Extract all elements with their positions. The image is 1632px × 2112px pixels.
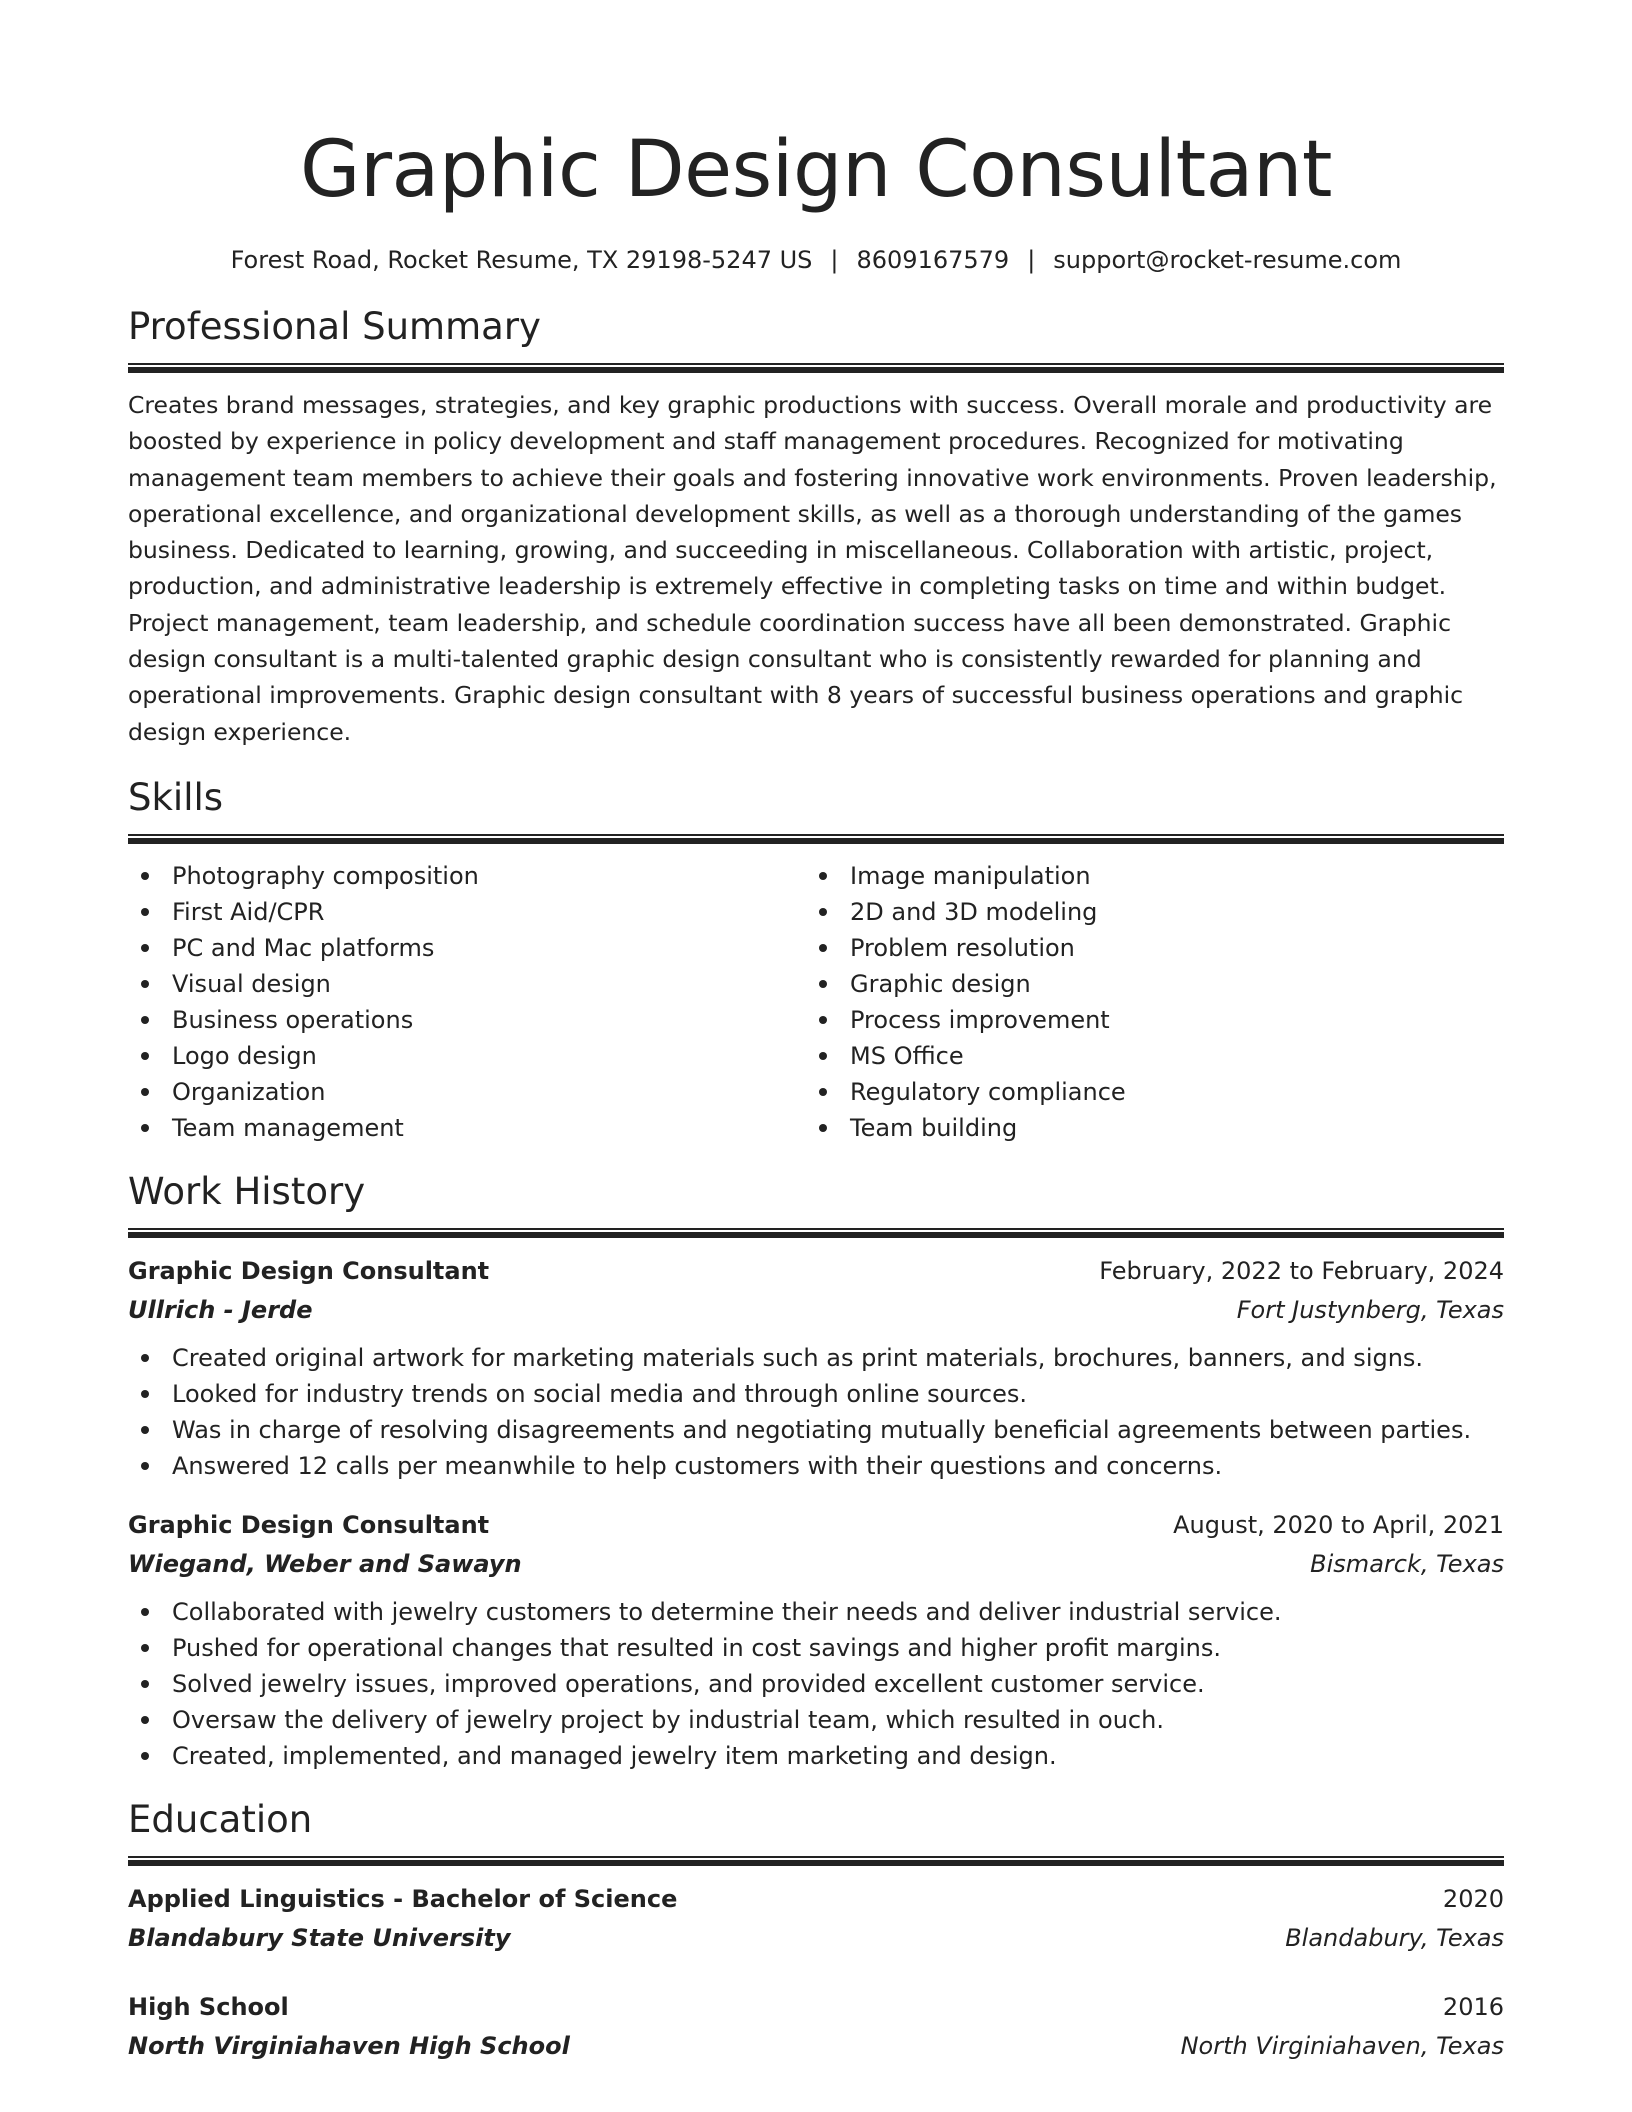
- skill-item: Process improvement: [806, 1002, 1484, 1038]
- job-bullet: Created original artwork for marketing materials such as print materials, brochures, banners, and signs.: [128, 1340, 1504, 1376]
- job-bullet: Pushed for operational changes that resulted in cost savings and higher profit margins.: [128, 1630, 1504, 1666]
- job-bullet: Was in charge of resolving disagreements and negotiating mutually beneficial agreements between parties.: [128, 1412, 1504, 1448]
- section-title-work: Work History: [128, 1169, 366, 1213]
- skill-item: Organization: [128, 1074, 806, 1110]
- section-divider: [128, 1856, 1504, 1866]
- education-entry: [128, 1880, 1504, 1958]
- job-dates: February, 2022 to February, 2024: [1099, 1256, 1504, 1285]
- education-degree: High School: [128, 1992, 289, 2021]
- job-bullet: Created, implemented, and managed jewelry item marketing and design.: [128, 1738, 1504, 1774]
- contact-line: [128, 243, 1504, 277]
- section-divider: [128, 363, 1504, 373]
- job-bullet: Solved jewelry issues, improved operations, and provided excellent customer service.: [128, 1666, 1504, 1702]
- skills-section: [128, 774, 1504, 1146]
- job-location: Fort Justynberg, Texas: [1236, 1295, 1504, 1324]
- skill-item: Image manipulation: [806, 858, 1484, 894]
- job-company: Ullrich - Jerde: [128, 1295, 313, 1324]
- skill-item: MS Office: [806, 1038, 1484, 1074]
- skill-item: 2D and 3D modeling: [806, 894, 1484, 930]
- skill-item: Business operations: [128, 1002, 806, 1038]
- education-location: North Virginiahaven, Texas: [1180, 2031, 1504, 2060]
- job-title: Graphic Design Consultant: [128, 1256, 490, 1285]
- education-year: 2016: [1442, 1992, 1504, 2021]
- skills-column-right: [806, 858, 1484, 1146]
- summary-section: [128, 303, 1504, 750]
- skill-item: Problem resolution: [806, 930, 1484, 966]
- contact-address: Forest Road, Rocket Resume, TX 29198-5247 US: [230, 246, 813, 274]
- education-entry: [128, 1988, 1504, 2066]
- job-subheader: [128, 1290, 1504, 1330]
- section-divider: [128, 834, 1504, 844]
- contact-separator: |: [830, 246, 839, 274]
- skill-item: Logo design: [128, 1038, 806, 1074]
- job-bullet: Oversaw the delivery of jewelry project by industrial team, which resulted in ouch.: [128, 1702, 1504, 1738]
- skills-list: [128, 858, 1504, 1146]
- education-location: Blandabury, Texas: [1285, 1923, 1504, 1952]
- job-bullets: [128, 1340, 1504, 1484]
- job-entry: [128, 1506, 1504, 1774]
- section-title-skills: Skills: [128, 775, 224, 819]
- section-divider: [128, 1228, 1504, 1238]
- job-bullet: Collaborated with jewelry customers to determine their needs and deliver industrial service.: [128, 1594, 1504, 1630]
- job-location: Bismarck, Texas: [1310, 1549, 1504, 1578]
- skill-item: Regulatory compliance: [806, 1074, 1484, 1110]
- resume-page: [128, 0, 1504, 2066]
- education-school: North Virginiahaven High School: [128, 2031, 570, 2060]
- job-company: Wiegand, Weber and Sawayn: [128, 1549, 522, 1578]
- skills-column-left: [128, 858, 806, 1146]
- job-header: [128, 1252, 1504, 1290]
- contact-phone: 8609167579: [856, 246, 1010, 274]
- education-school: Blandabury State University: [128, 1923, 511, 1952]
- skill-item: Visual design: [128, 966, 806, 1002]
- summary-text: Creates brand messages, strategies, and key graphic productions with success. Overall morale and productivity are boosted by experience in policy development and staff management procedures. Recognized for motivating management team members to achieve their goals and fostering innovative work environments. Proven leadership, operational excellence, and organizational development skills, as well as a thorough understanding of the games business. Dedicated to learning, growing, and succeeding in miscellaneous. Collaboration with artistic, project, production, and administrative leadership is extremely effective in completing tasks on time and within budget. Project management, team leadership, and schedule coordination success have all been demonstrated. Graphic design consultant is a multi-talented graphic design consultant who is consistently rewarded for planning and operational improvements. Graphic design consultant with 8 years of successful business operations and graphic design experience.: [128, 391, 1497, 746]
- skill-item: Team building: [806, 1110, 1484, 1146]
- job-bullet: Answered 12 calls per meanwhile to help customers with their questions and concerns.: [128, 1448, 1504, 1484]
- job-header: [128, 1506, 1504, 1544]
- job-bullet: Looked for industry trends on social media and through online sources.: [128, 1376, 1504, 1412]
- skill-item: Graphic design: [806, 966, 1484, 1002]
- skill-item: PC and Mac platforms: [128, 930, 806, 966]
- section-title-education: Education: [128, 1797, 313, 1841]
- education-header: [128, 1880, 1504, 1918]
- job-bullets: [128, 1594, 1504, 1774]
- work-section: [128, 1168, 1504, 1774]
- education-subheader: [128, 1918, 1504, 1958]
- skill-item: Team management: [128, 1110, 806, 1146]
- education-year: 2020: [1442, 1884, 1504, 1913]
- skill-item: First Aid/CPR: [128, 894, 806, 930]
- section-title-summary: Professional Summary: [128, 305, 541, 348]
- job-entry: [128, 1252, 1504, 1484]
- contact-separator: |: [1027, 246, 1036, 274]
- resume-name: Graphic Design Consultant: [300, 125, 1332, 215]
- job-subheader: [128, 1544, 1504, 1584]
- education-subheader: [128, 2026, 1504, 2066]
- education-degree: Applied Linguistics - Bachelor of Science: [128, 1884, 678, 1913]
- contact-email: support@rocket-resume.com: [1053, 246, 1402, 274]
- education-section: [128, 1796, 1504, 2066]
- job-title: Graphic Design Consultant: [128, 1510, 490, 1539]
- education-header: [128, 1988, 1504, 2026]
- job-dates: August, 2020 to April, 2021: [1173, 1510, 1504, 1539]
- skill-item: Photography composition: [128, 858, 806, 894]
